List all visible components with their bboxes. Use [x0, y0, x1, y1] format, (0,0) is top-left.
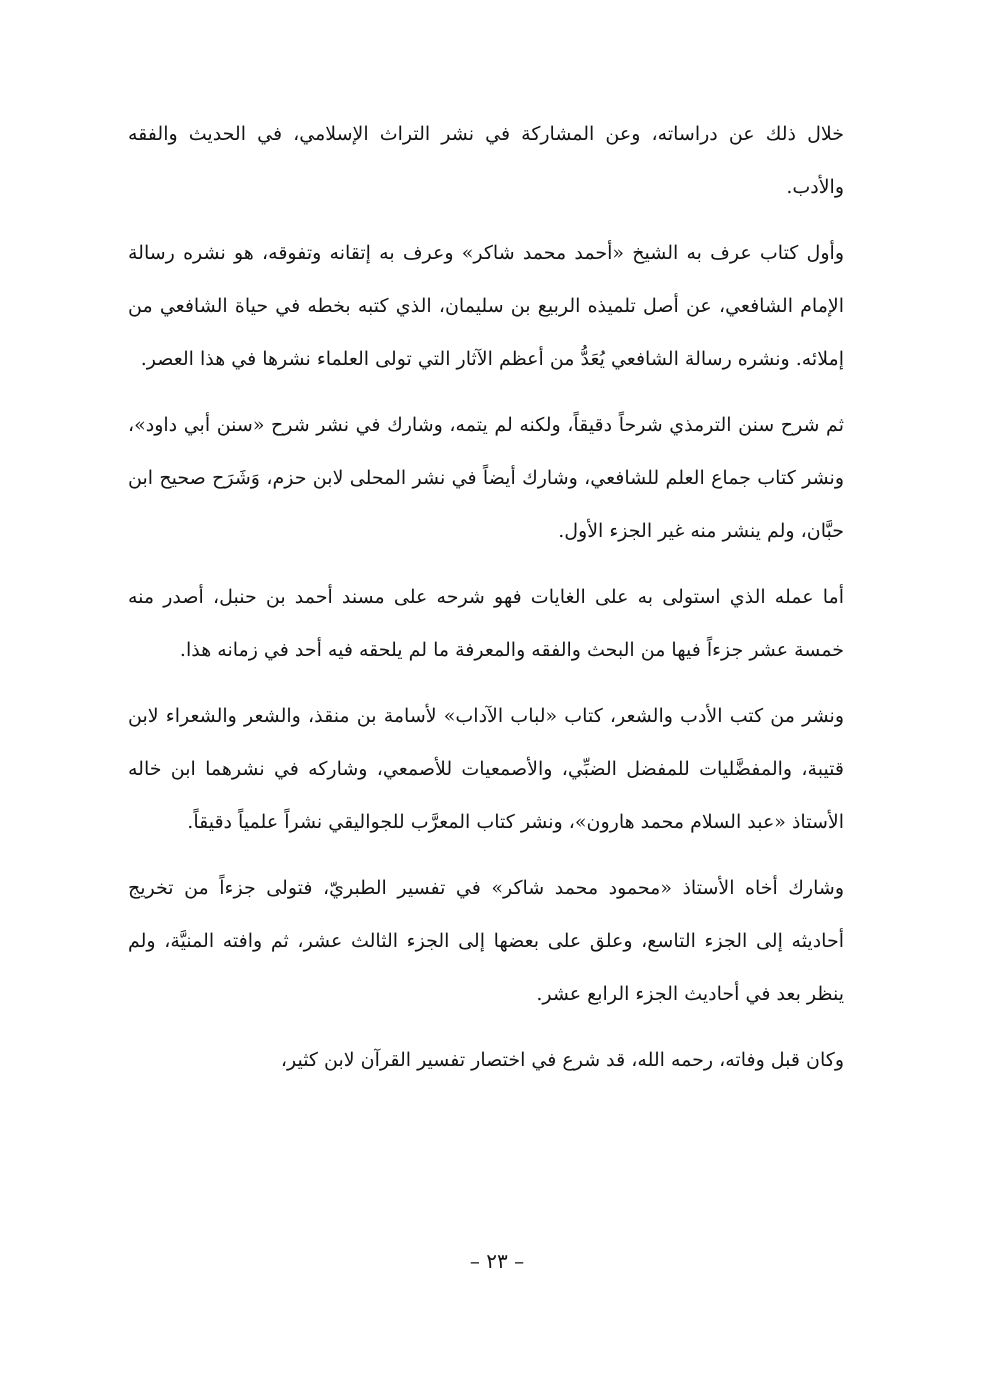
paragraph-5: ونشر من كتب الأدب والشعر، كتاب «لباب الآداب» لأسامة بن منقذ، والشعر والشعراء لابن قتيبة، والمفضَّليات للمفضل الضبِّي، والأصمعيات للأصمعي، وشاركه في نشرهما ابن خاله الأستاذ «عبد السلام محمد هارون»، ونشر كتاب المعرَّب للجواليقي نشراً علمياً دقيقاً. [128, 705, 844, 833]
paragraph-3: ثم شرح سنن الترمذي شرحاً دقيقاً، ولكنه لم يتمه، وشارك في نشر شرح «سنن أبي داود»، ونشر كتاب جماع العلم للشافعي، وشارك أيضاً في نشر المحلى لابن حزم، وَشَرَح صحيح ابن حبَّان، ولم ينشر منه غير الجزء الأول. [128, 414, 844, 542]
paragraph-4: أما عمله الذي استولى به على الغايات فهو شرحه على مسند أحمد بن حنبل، أصدر منه خمسة عشر جزءاً فيها من البحث والفقه والمعرفة ما لم يلحقه فيه أحد في زمانه هذا. [128, 586, 844, 661]
paragraph-6: وشارك أخاه الأستاذ «محمود محمد شاكر» في تفسير الطبريّ، فتولى جزءاً من تخريج أحاديثه إلى الجزء التاسع، وعلق على بعضها إلى الجزء الثالث عشر، ثم وافته المنيَّة، ولم ينظر بعد في أحاديث الجزء الرابع عشر. [128, 877, 844, 1005]
paragraph-2: وأول كتاب عرف به الشيخ «أحمد محمد شاكر» وعرف به إتقانه وتفوقه، هو نشره رسالة الإمام الشافعي، عن أصل تلميذه الربيع بن سليمان، الذي كتبه بخطه في حياة الشافعي من إملائه. ونشره رسالة الشافعي يُعَدُّ من أعظم الآثار التي تولى العلماء نشرها في هذا العصر. [128, 242, 844, 370]
paragraph-7: وكان قبل وفاته، رحمه الله، قد شرع في اختصار تفسير القرآن لابن كثير، [280, 1049, 844, 1071]
paragraph-1: خلال ذلك عن دراساته، وعن المشاركة في نشر التراث الإسلامي، في الحديث والفقه والأدب. [128, 123, 844, 198]
body-text [128, 108, 844, 1100]
page-number: – ٢٣ – [469, 1249, 525, 1273]
